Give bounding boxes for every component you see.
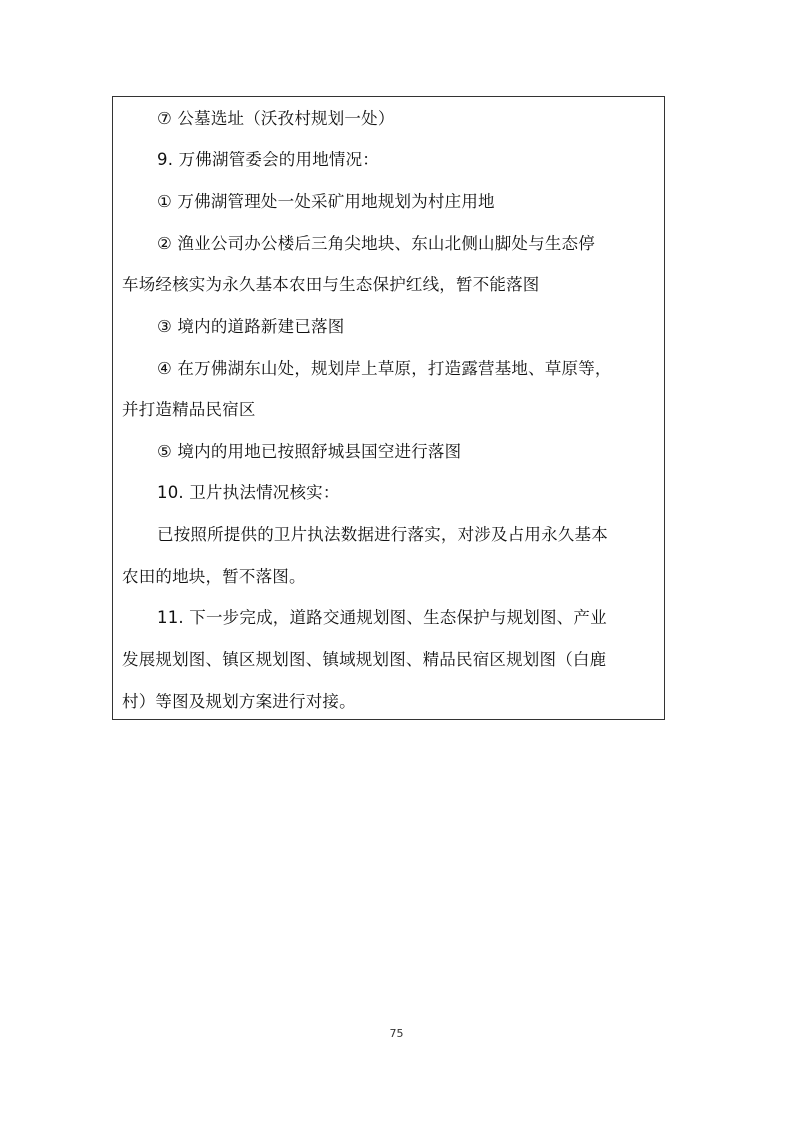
content-table-cell [112,96,665,720]
item-5-land-use: ⑤ 境内的用地已按照舒城县国空进行落图 [157,442,462,461]
section-10-body-line-2: 农田的地块，暂不落图。 [122,567,306,586]
item-1-mining-land: ① 万佛湖管理处一处采矿用地规划为村庄用地 [157,192,495,211]
section-10-heading: 10. 卫片执法情况核实： [157,483,340,502]
section-11-line-3: 村）等图及规划方案进行对接。 [122,692,356,711]
section-11-line-1: 11. 下一步完成，道路交通规划图、生态保护与规划图、产业 [157,608,607,627]
item-7-cemetery-siting: ⑦ 公墓选址（沃孜村规划一处） [157,109,395,128]
item-4-grassland-line-2: 并打造精品民宿区 [122,400,256,419]
section-10-body-line-1: 已按照所提供的卫片执法数据进行落实，对涉及占用永久基本 [157,525,608,544]
section-9-heading: 9. 万佛湖管委会的用地情况： [157,150,379,169]
item-2-fishery-land-line-2: 车场经核实为永久基本农田与生态保护红线，暂不能落图 [122,275,540,294]
page-number: 75 [389,1027,404,1040]
item-4-grassland-line-1: ④ 在万佛湖东山处，规划岸上草原，打造露营基地、草原等， [157,359,612,378]
section-11-line-2: 发展规划图、镇区规划图、镇域规划图、精品民宿区规划图（白鹿 [122,650,607,669]
item-2-fishery-land-line-1: ② 渔业公司办公楼后三角尖地块、东山北侧山脚处与生态停 [157,234,595,253]
item-3-roads: ③ 境内的道路新建已落图 [157,317,345,336]
